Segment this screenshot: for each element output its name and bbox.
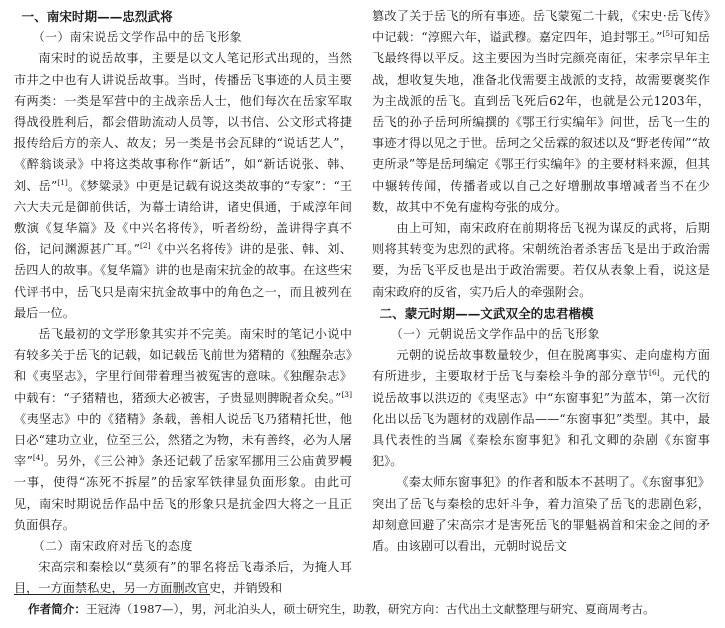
- subsection-heading-government-attitude: （二）南宋政府对岳飞的态度: [32, 539, 193, 554]
- author-note-text: 王冠涛（1987—），男，河北泊头人，硕士研究生，助教，研究方向：古代出土文献整理与研究、夏商周考古。: [85, 602, 655, 616]
- author-note: [28, 601, 718, 617]
- paragraph-storytelling: [14, 48, 352, 324]
- paragraph-text: 《夷坚志》中的《猪精》条载，善相人说岳飞乃猪精托世，他日必“建功立业，位至三公，然猪之为物，未有善终，必为人屠宰”: [14, 411, 352, 469]
- paragraph-text: 《中兴名将传》讲的是张、韩、刘、岳四人的故事。《复华篇》讲的也是南宋抗金的故事。在这些宋代评书中，岳飞只是南宋抗金故事中的角色之一，而且被列在最后一位。: [14, 242, 352, 320]
- paragraph-early-image: [14, 324, 352, 536]
- paragraph-text: 。《梦粱录》中更是记载有说这类故事的“专家”：“王六大夫元是御前供话，为幕士请给讲，诸史俱通，于咸淳年间敷演《复华篇》及《中兴名将传》，听者纷纷，盖讲得字真不俗，记问渊源甚广耳。”: [14, 178, 353, 257]
- section-heading-yuan: 二、蒙元时期——文武双全的忠君楷模: [379, 305, 594, 321]
- section-heading-southern-song: 一、南宋时期——忠烈武将: [21, 9, 173, 24]
- paragraph-east-window: 《秦太师东窗事犯》的作者和版本不甚明了。《东窗事犯》突出了岳飞与秦桧的忠奸斗争，着力渲染了岳飞的悲剧色彩，却刻意回避了宋高宗才是害死岳飞的罪魁祸首和宋金之间的矛盾。由该剧可以看出，元朝时说岳文: [372, 475, 710, 554]
- paragraph-text: 。元代的说岳故事以洪迈的《夷坚志》中“东窗事犯”为蓝本，第一次衍化出以岳飞为题材的戏剧作品——“东窗事犯”类型。其中，最具代表性的当属《秦桧东窗事犯》和孔文卿的杂剧《东窗事犯》。: [372, 369, 711, 469]
- citation-3[interactable]: [3]: [341, 389, 352, 399]
- paragraph-text: 篡改了关于岳飞的所有事迹。岳飞蒙冤二十载，《宋史·岳飞传》中记载：“淳熙六年，谥武穆。嘉定四年，追封鄂王。”: [372, 9, 710, 45]
- paragraph-text: 元朝的说岳故事数量较少，但在脱离事实、走向虚构方面有所进步，主要取材于岳飞与秦桧斗争的部分章节: [372, 348, 710, 384]
- subsection-heading-yuan-image: （一）元朝说岳文学作品中的岳飞形象: [390, 327, 600, 342]
- paragraph-text: 可知岳飞最终得以平反。这主要因为当时完颜亮南征，宋孝宗早年主战，想收复失地，准备北伐需要主战派的支持，故需要褒奖作为主战派的岳飞。直到岳飞死后62年，也就是公元1203年，岳飞的孙子岳珂所编撰的《鄂王行实编年》问世，岳飞一生的事迹才得以见之于世。岳珂之父岳霖的叙述以及“野老传闻”“故吏所录”等是岳珂编定《鄂王行实编年》的主要材料来源，但其中辗转传闻，传播者或以自己之好增删故事增减者当不在少数，故其中不免有虚构夸张的成分。: [372, 30, 710, 214]
- paragraph-yuan-stories: [372, 345, 710, 472]
- paragraph-text: 。另外，《三公神》条还记载了岳家军挪用三公庙黄罗幔一事，使得“冻死不拆屋”的岳家军铁律显负面形象。由此可见，南宋时期说岳作品中岳飞的形象只是抗金四大将之一且正负面俱存。: [14, 454, 353, 532]
- paragraph-gaozong-qinhui: 宋高宗和秦桧以“莫须有”的罪名将岳飞毒杀后，为掩人耳目，一方面禁私史，另一方面删改官史，并销毁和: [14, 560, 352, 596]
- paragraph-summary: 由上可知，南宋政府在前期将岳飞视为谋反的武将，后期则将其转变为忠烈的武将。宋朝统治者杀害岳飞是出于政治需要，为岳飞平反也是出于政治需要。若仅从表象上看，说这是南宋政府的反省，实乃后人的牵强附会。: [372, 221, 710, 299]
- left-column: [14, 6, 352, 600]
- citation-4[interactable]: [4]: [32, 453, 44, 463]
- right-column: [372, 6, 710, 557]
- paragraph-rehabilitation: [372, 6, 710, 218]
- citation-1[interactable]: [1]: [57, 177, 68, 187]
- citation-6[interactable]: [6]: [649, 368, 660, 378]
- citation-2[interactable]: [2]: [140, 241, 151, 251]
- citation-5[interactable]: [5]: [662, 29, 673, 39]
- author-note-label: 作者简介：: [28, 602, 86, 616]
- paragraph-text: 岳飞最初的文学形象其实并不完美。南宋时的笔记小说中有较多关于岳飞的记载，如记载岳飞前世为猪精的《独醒杂志》和《夷坚志》，字里行间带着理当被冤害的意味。《独醒杂志》中载有：“子猪精也，猪颈大必被害，子贵显则脾睨者众矣。”: [14, 327, 352, 405]
- footnote-divider: [14, 594, 210, 595]
- subsection-heading-literary-image: （一）南宋说岳文学作品中的岳飞形象: [32, 30, 242, 45]
- paragraph-text: 南宋时的说岳故事，主要是以文人笔记形式出现的，当然市井之中也有人讲说岳故事。当时，传播岳飞事迹的人员主要有两类：一类是军营中的主战亲岳人士，他们每次在岳家军取得战役胜利后，都会借助流动人员等，以书信、公文形式将捷报传给后方的亲人、故友；另一类是书会瓦肆的“说话艺人”，《醉翁谈录》中将这类故事称作“新话”，如“新话说张、韩、刘、岳”: [14, 51, 352, 193]
